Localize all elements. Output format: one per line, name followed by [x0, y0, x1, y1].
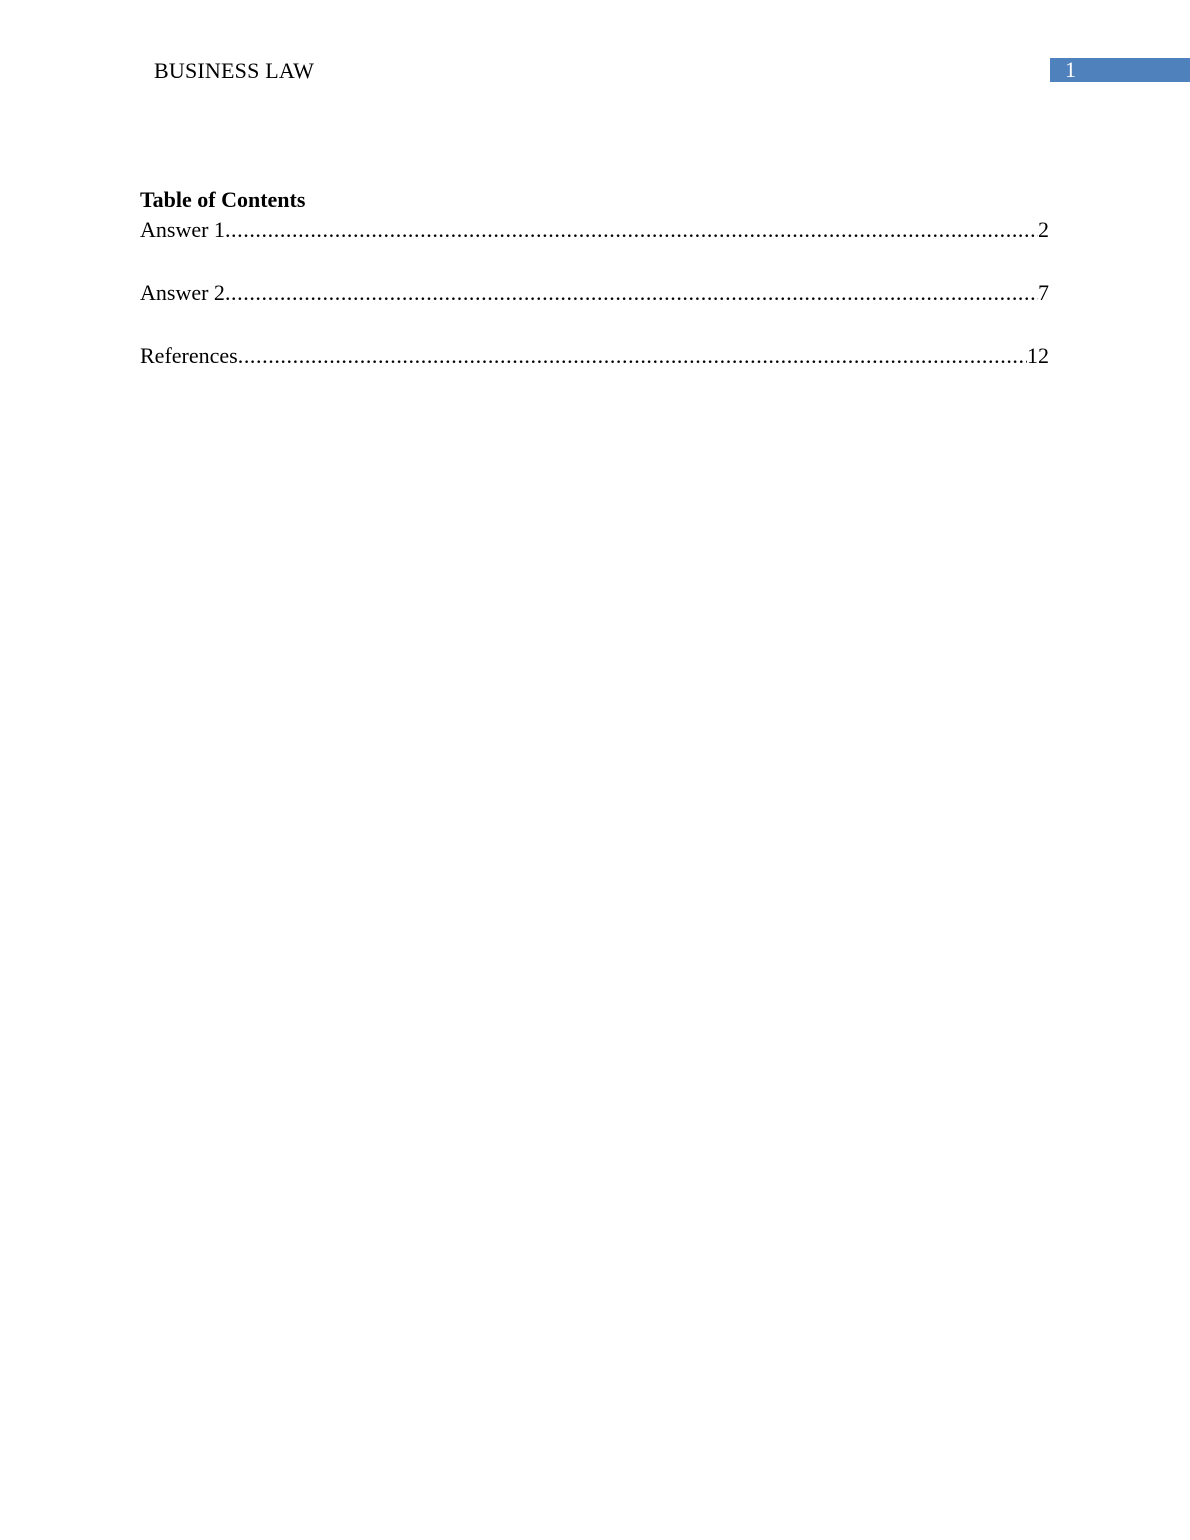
toc-entry-label: Answer 1: [140, 217, 225, 242]
page-number: 1: [1065, 57, 1076, 82]
toc-list: [140, 216, 1049, 370]
toc-entry-label: Answer 2: [140, 280, 225, 305]
running-header-title: BUSINESS LAW: [154, 58, 315, 83]
toc-dot-leader: [238, 342, 1027, 370]
page-number-badge: [1050, 58, 1190, 82]
toc-heading: Table of Contents: [140, 187, 306, 212]
toc-dot-leader: [225, 279, 1038, 307]
toc-dot-leader: [225, 216, 1038, 244]
toc-entry-page: 7: [1038, 280, 1049, 305]
toc-entry-page: 2: [1038, 217, 1049, 242]
toc-entry-references[interactable]: [140, 342, 1049, 370]
toc-entry-answer-1[interactable]: [140, 216, 1049, 244]
toc-entry-label: References: [140, 343, 238, 368]
toc-entry-page: 12: [1027, 343, 1049, 368]
table-of-contents: [140, 186, 1049, 405]
toc-entry-answer-2[interactable]: [140, 279, 1049, 307]
